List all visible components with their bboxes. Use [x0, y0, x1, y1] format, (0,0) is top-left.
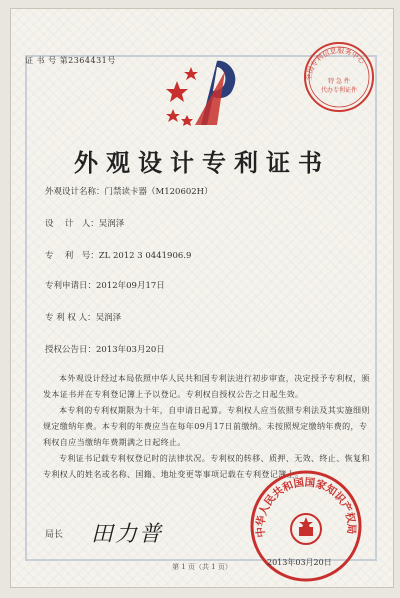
- national-emblem-icon: [291, 514, 321, 544]
- certificate-title: 外观设计专利证书: [74, 148, 330, 177]
- certificate-number: 证 书 号 第2364431号: [25, 56, 116, 65]
- signature-label: 局长: [45, 530, 64, 540]
- paragraph-grant: 本外观设计经过本局依照中华人民共和国专利法进行初步审查，决定授予专利权，颁发本证书并在专利登记簿上予以登记。专利权自授权公告之日起生效。: [43, 374, 370, 399]
- field-designer: 设 计 人：吴润泽: [45, 219, 125, 229]
- field-design-name: 外观设计名称：门禁读卡器（M120602H）: [45, 187, 213, 197]
- field-application-date: 专利申请日：2012年09月17日: [45, 281, 165, 291]
- director-signature: 田力普: [91, 522, 164, 547]
- svg-text:特 急 件: 特 急 件: [328, 78, 350, 85]
- field-patent-number: 专 利 号：ZL 2012 3 0441906.9: [45, 251, 192, 261]
- field-grant-date: 授权公告日：2013年03月20日: [45, 345, 165, 355]
- emblem-stars: [166, 67, 198, 126]
- page-number: 第 1 页（共 1 页）: [172, 563, 232, 571]
- paragraph-term: 本专利的专利权期限为十年，自申请日起算。专利权人应当依照专利法及其实施细则规定缴纳年费。本专利的年费应当在每年09月17日前缴纳。未按照规定缴纳年费的，专利权自应当缴纳年费期满之日起终止。: [43, 406, 370, 447]
- patent-office-emblem: [157, 51, 247, 131]
- stamp-arc-text: 全国专利信息服务中心: [304, 46, 366, 82]
- service-center-stamp: [299, 37, 379, 117]
- field-patentee: 专 利 权 人：吴润泽: [45, 313, 122, 323]
- paragraph-registration: 专利证书记载专利权登记时的法律状况。专利权的转移、质押、无效、终止、恢复和专利权人的姓名或名称、国籍、地址变更等事项记载在专利登记簿上。: [43, 454, 370, 479]
- seal-arc-text: 中华人民共和国国家知识产权局: [254, 476, 358, 538]
- seal-date: 2013年03月20日: [267, 558, 332, 567]
- certificate-sheet: [10, 8, 394, 588]
- svg-text:代办专利证件: 代办专利证件: [320, 87, 358, 94]
